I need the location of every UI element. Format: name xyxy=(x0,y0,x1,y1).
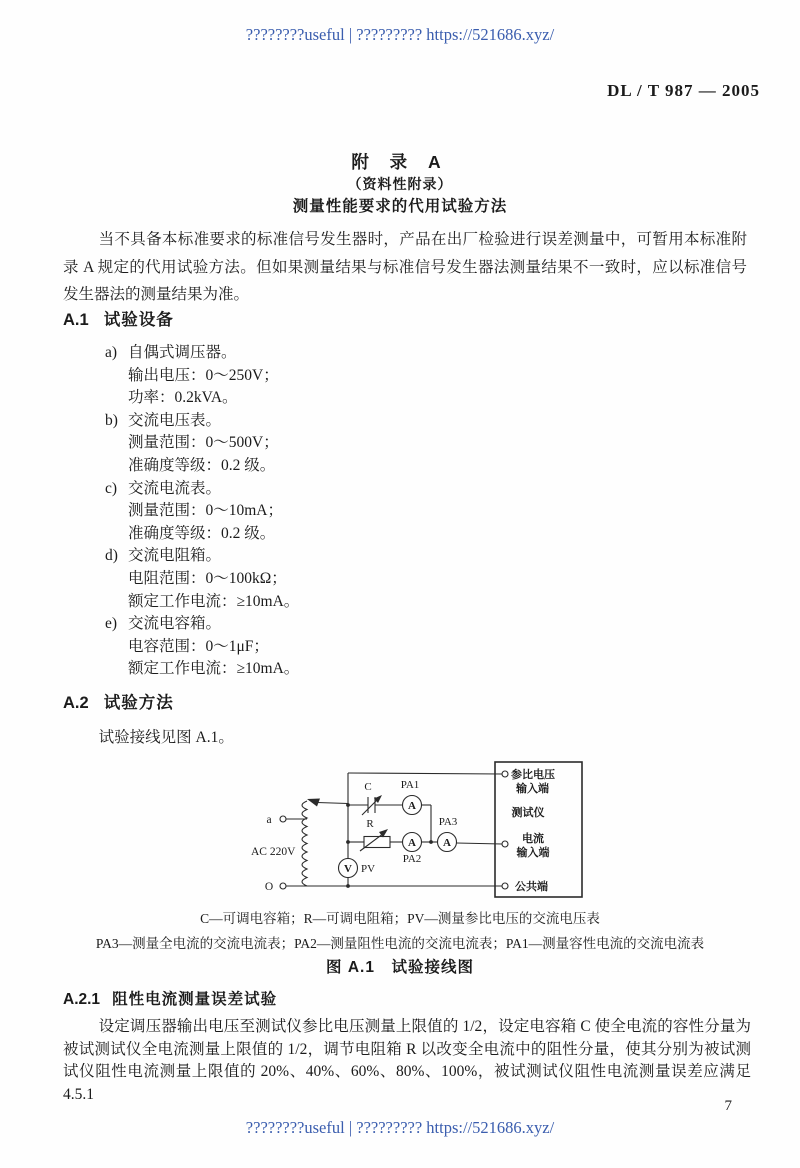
section-a1-number: A.1 xyxy=(63,311,89,329)
list-item-text: 交流电容箱。 xyxy=(128,615,222,633)
ammeter-pa2-symbol: A xyxy=(408,837,416,849)
tester-current-label-line1: 电流 xyxy=(522,833,544,845)
pa1-label: PA1 xyxy=(400,779,420,791)
ammeter-pa1-symbol: A xyxy=(408,800,416,812)
list-item-text: 交流电流表。 xyxy=(128,479,222,497)
watermark-header: ????????useful | ????????? https://521686.xyz/ xyxy=(245,25,555,44)
list-item-marker: a) xyxy=(105,344,118,361)
pa3-label: PA3 xyxy=(438,816,458,828)
tester-terminal-ref xyxy=(502,771,508,777)
list-item-detail: 电容范围：0～1μF； xyxy=(128,637,269,655)
section-a1-heading xyxy=(63,310,174,330)
intro-paragraph: 当不具备本标准要求的标准信号发生器时，产品在出厂检验进行误差测量中，可暂用本标准附录 A 规定的代用试验方法。但如果测量结果与标准信号发生器法测量结果不一致时，应以标准信号发生器法的测量结果为准。 xyxy=(63,231,747,303)
list-item-marker: c) xyxy=(105,479,118,497)
list-item-detail: 测量范围：0～500V； xyxy=(128,434,279,452)
resistor-label: R xyxy=(366,818,374,830)
list-item xyxy=(63,410,747,433)
list-item xyxy=(63,478,747,501)
junction-dot xyxy=(429,840,433,844)
section-a2-title: 试验方法 xyxy=(103,694,174,712)
list-item-detail: 准确度等级：0.2 级。 xyxy=(128,524,276,542)
junction-dot xyxy=(346,840,350,844)
list-item-text: 交流电阻箱。 xyxy=(128,547,222,565)
terminal-o-label: O xyxy=(264,881,274,893)
tester-ref-label-line2: 输入端 xyxy=(516,783,549,795)
list-item xyxy=(63,545,747,568)
list-item-marker: d) xyxy=(105,547,118,565)
tap-wire xyxy=(317,803,348,804)
ammeter-pa3-symbol: A xyxy=(443,837,451,849)
tester-current-label-line2: 输入端 xyxy=(516,847,550,859)
list-item-detail: 输出电压：0～250V； xyxy=(128,366,279,384)
tap-arrowhead xyxy=(307,799,320,807)
list-item-detail: 测量范围：0～10mA； xyxy=(128,502,284,520)
list-item-text: 交流电压表。 xyxy=(128,411,222,429)
figure-caption-line1: C—可调电容箱；R—可调电阻箱；PV—测量参比电压的交流电压表 xyxy=(200,911,600,926)
terminal-a-label: a xyxy=(266,814,272,826)
section-a21-number: A.2.1 xyxy=(63,991,101,1008)
section-a2-text: 试验接线见图 A.1。 xyxy=(98,729,234,746)
section-a2-heading xyxy=(63,693,174,713)
list-item-text: 自偶式调压器。 xyxy=(128,344,237,361)
appendix-main-title: 测量性能要求的代用试验方法 xyxy=(292,198,508,215)
section-a2-number: A.2 xyxy=(63,694,89,712)
wire-ref-voltage xyxy=(348,773,502,774)
capacitor-label: C xyxy=(364,781,372,793)
appendix-heading: 附 录 A xyxy=(351,152,449,172)
pv-label: PV xyxy=(361,863,376,875)
circuit-diagram xyxy=(240,755,588,907)
figure-title: 图 A.1 试验接线图 xyxy=(326,959,474,976)
tester-title: 测试仪 xyxy=(511,807,545,819)
list-item-detail: 功率：0.2kVA。 xyxy=(128,389,238,407)
autotransformer-coil xyxy=(302,801,307,886)
tester-common-label: 公共端 xyxy=(515,881,548,893)
appendix-subtitle: （资料性附录） xyxy=(347,176,453,192)
list-item-detail: 额定工作电流：≥10mA。 xyxy=(128,660,300,678)
list-item-marker: b) xyxy=(105,411,118,429)
list-item xyxy=(63,342,747,365)
watermark-footer: ????????useful | ????????? https://521686.xyz/ xyxy=(245,1118,555,1137)
section-a21-title: 阻性电流测量误差试验 xyxy=(112,991,278,1008)
list-item-marker: e) xyxy=(105,615,118,633)
list-item xyxy=(63,613,747,636)
capacitor-variable-arrow xyxy=(362,799,378,815)
figure-caption xyxy=(0,906,800,956)
tester-terminal-current xyxy=(502,841,508,847)
section-a21-heading xyxy=(63,990,277,1010)
equipment-list xyxy=(63,342,747,681)
section-a21-text: 设定调压器输出电压至测试仪参比电压测量上限值的 1/2，设定电容箱 C 使全电流的容性分量为被试测试仪全电流测量上限值的 1/2，调节电阻箱 R 以改变全电流中的阻性分量，使其分别为被试测试仪阻性电流测量上限值的 20%、40%、60%、80%、100%，被试测试仪阻性电流测量误差应满足 4.5.1 xyxy=(63,1018,751,1103)
voltmeter-pv-symbol: V xyxy=(344,863,352,875)
terminal-o-node xyxy=(280,883,286,889)
list-item-detail: 额定工作电流：≥10mA。 xyxy=(128,592,300,610)
junction-dot xyxy=(346,803,350,807)
junction-dot xyxy=(346,884,350,888)
tester-terminal-common xyxy=(502,883,508,889)
pa2-label: PA2 xyxy=(402,853,422,865)
ac-source-label: AC 220V xyxy=(251,846,296,858)
tester-ref-label-line1: 参比电压 xyxy=(511,769,555,781)
page-number: 7 xyxy=(724,1098,732,1114)
figure-caption-line2: PA3—测量全电流的交流电流表；PA2—测量阻性电流的交流电流表；PA1—测量容性电流的交流电流表 xyxy=(95,936,705,951)
section-a1-title: 试验设备 xyxy=(103,311,174,329)
list-item-detail: 准确度等级：0.2 级。 xyxy=(128,456,276,474)
terminal-a-node xyxy=(280,816,286,822)
doc-number: DL / T 987 — 2005 xyxy=(607,81,760,100)
list-item-detail: 电阻范围：0～100kΩ； xyxy=(128,569,287,587)
